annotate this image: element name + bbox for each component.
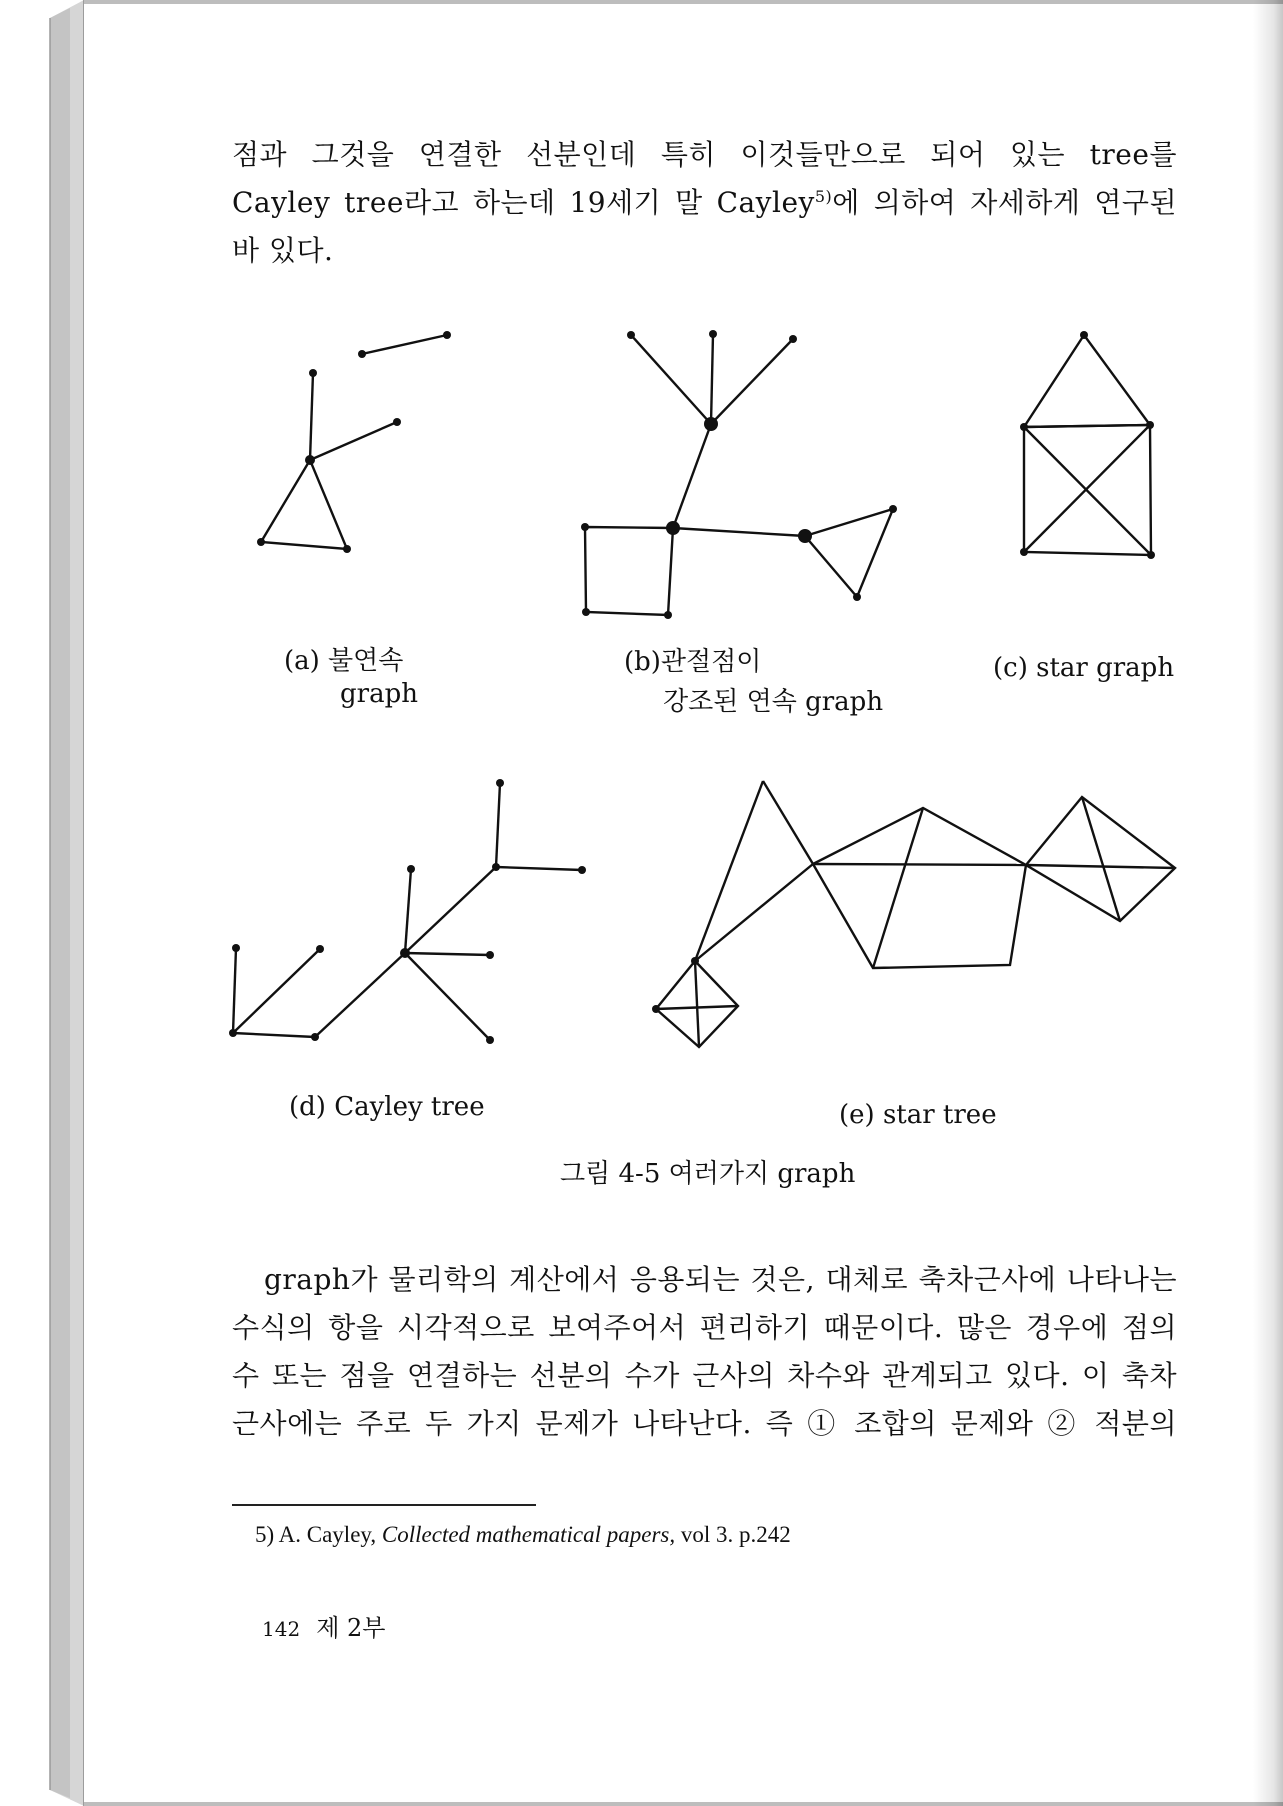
page-number: 142: [262, 1617, 301, 1641]
footnote-suffix: vol 3. p.242: [675, 1522, 791, 1547]
paragraph-bottom-line-2: 수식의 항을 시각적으로 보여주어서 편리하기 때문이다. 많은 경우에 점의: [232, 1311, 1177, 1344]
graph-a-disconnected: [257, 331, 451, 553]
paragraph-bottom-line-4: 근사에는 주로 두 가지 문제가 나타난다. 즉 ① 조합의 문제와 ② 적분의: [232, 1407, 1177, 1440]
paragraph-bottom: [232, 1256, 1177, 1448]
paragraph-top-line-1: 점과 그것을 연결한 선분인데 특히 이것들만으로 되어 있는 tree를: [232, 138, 1177, 171]
caption-c: (c) star graph: [993, 653, 1175, 683]
graph-d-cayley-tree: [229, 779, 586, 1044]
paragraph-bottom-line-3: 수 또는 점을 연결하는 선분의 수가 근사의 차수와 관계되고 있다. 이 축차: [232, 1359, 1177, 1392]
footnote-title: Collected mathematical papers,: [381, 1522, 676, 1547]
caption-a-line1: (a) 불연속: [284, 646, 404, 676]
caption-e: (e) star tree: [839, 1100, 997, 1130]
caption-d: (d) Cayley tree: [289, 1092, 485, 1122]
paragraph-top-line-3: 바 있다.: [232, 234, 334, 267]
paragraph-top-line-2-head: Cayley tree라고 하는데 19세기 말 Cayley: [232, 186, 815, 219]
graph-e-star-tree: [652, 781, 1175, 1047]
caption-b-line1: (b)관절점이: [624, 647, 762, 677]
part-label: 제 2부: [316, 1614, 386, 1642]
graph-c-star: [1020, 331, 1155, 559]
caption-a-line2: graph: [340, 679, 418, 709]
footnote-marker: 5): [814, 187, 833, 206]
footnote: [255, 1522, 791, 1548]
caption-b-line2: 강조된 연속 graph: [663, 687, 884, 717]
figure-title: 그림 4-5 여러가지 graph: [560, 1159, 856, 1189]
paragraph-bottom-line-1: graph가 물리학의 계산에서 응용되는 것은, 대체로 축차근사에 나타나는: [264, 1263, 1177, 1296]
page-folio: [262, 1608, 385, 1643]
footnote-rule: [232, 1504, 536, 1506]
graph-b-articulation: [581, 330, 897, 619]
paragraph-top-line-2-tail: 에 의하여 자세하게 연구된: [832, 186, 1177, 219]
footnote-prefix: 5) A. Cayley,: [255, 1522, 382, 1547]
